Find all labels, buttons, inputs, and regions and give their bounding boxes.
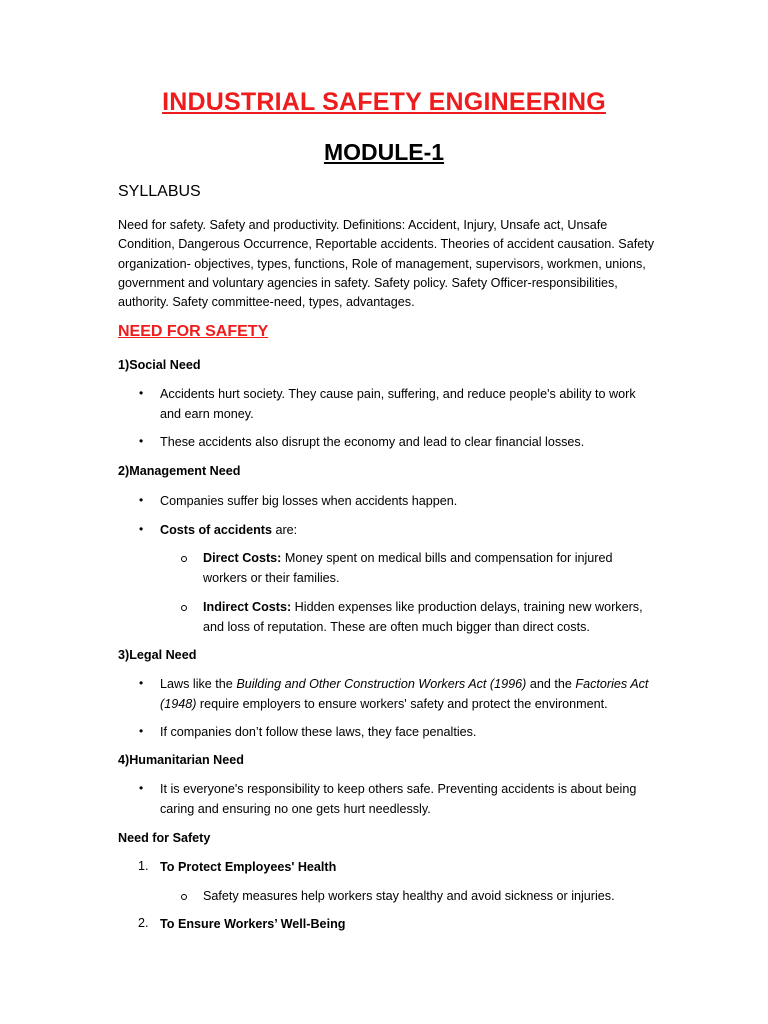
circle-bullet-icon: [181, 605, 187, 611]
bullet-icon: •: [139, 493, 144, 507]
legal-text-c: require employers to ensure workers' safety and protect the environment.: [196, 696, 608, 711]
bullet-icon: •: [139, 522, 144, 536]
factories-act-name: Factories Act (1948): [160, 677, 649, 711]
document-title: INDUSTRIAL SAFETY ENGINEERING: [162, 88, 606, 116]
indirect-costs-text: Hidden expenses like production delays, training new workers, and loss of reputation. These are often much bigger than direct costs.: [203, 600, 643, 634]
protect-health-subpoint: Safety measures help workers stay healthy and avoid sickness or injuries.: [203, 889, 615, 903]
syllabus-text: Need for safety. Safety and productivity. Definitions: Accident, Injury, Unsafe act, Unsafe Condition, Dangerous Occurrence, Reportable accidents. Theories of accident causation. Safety organization- objectives, types, functions, Role of management, supervisors, workmen, unions, government and voluntary agencies in safety. Safety policy. Safety Officer-responsibilities, authority. Safety committee-need, types, advantages.: [118, 218, 655, 310]
module-heading: MODULE-1: [323, 139, 445, 165]
humanitarian-need-heading: 4)Humanitarian Need: [118, 753, 244, 767]
bullet-icon: •: [139, 386, 144, 400]
bullet-icon: •: [139, 724, 144, 738]
workers-well-being-item: To Ensure Workers’ Well-Being: [160, 917, 346, 931]
bullet-icon: •: [139, 676, 144, 690]
indirect-costs-point: [203, 598, 658, 637]
list-number: 2.: [138, 916, 149, 930]
humanitarian-need-point-1: It is everyone's responsibility to keep others safe. Preventing accidents is about being caring and ensuring no one gets hurt needlessly.: [160, 782, 637, 816]
bullet-icon: •: [139, 434, 144, 448]
direct-costs-text: Money spent on medical bills and compensation for injured workers or their families.: [203, 551, 613, 585]
circle-bullet-icon: [181, 556, 187, 562]
social-need-point-1: Accidents hurt society. They cause pain, suffering, and reduce people's ability to work and earn money.: [160, 387, 636, 421]
need-for-safety-subheading: Need for Safety: [118, 831, 211, 845]
legal-text-a: Laws like the: [160, 677, 237, 691]
legal-need-point-2: If companies don’t follow these laws, they face penalties.: [160, 725, 477, 739]
need-for-safety-heading: NEED FOR SAFETY: [118, 323, 269, 340]
management-need-point-1: Companies suffer big losses when accidents happen.: [160, 494, 458, 508]
legal-text-b: and the: [526, 677, 576, 691]
circle-bullet-icon: [181, 894, 187, 900]
protect-health-item: To Protect Employees' Health: [160, 860, 337, 874]
costs-of-accidents-label: Costs of accidents: [160, 523, 272, 537]
direct-costs-label: Direct Costs:: [203, 551, 282, 565]
costs-of-accidents-rest: are:: [271, 523, 298, 537]
list-number: 1.: [138, 859, 149, 873]
bullet-icon: •: [139, 781, 144, 795]
management-need-heading: 2)Management Need: [118, 464, 241, 478]
management-need-point-2: [160, 521, 660, 541]
social-need-point-2: These accidents also disrupt the economy and lead to clear financial losses.: [160, 435, 585, 449]
social-need-heading: 1)Social Need: [118, 358, 201, 372]
syllabus-heading: SYLLABUS: [118, 183, 201, 200]
direct-costs-point: [203, 549, 658, 588]
construction-act-name: Building and Other Construction Workers Act (1996): [236, 677, 527, 691]
legal-need-heading: 3)Legal Need: [118, 648, 197, 662]
legal-need-point-1: [160, 675, 660, 714]
indirect-costs-label: Indirect Costs:: [203, 600, 292, 614]
